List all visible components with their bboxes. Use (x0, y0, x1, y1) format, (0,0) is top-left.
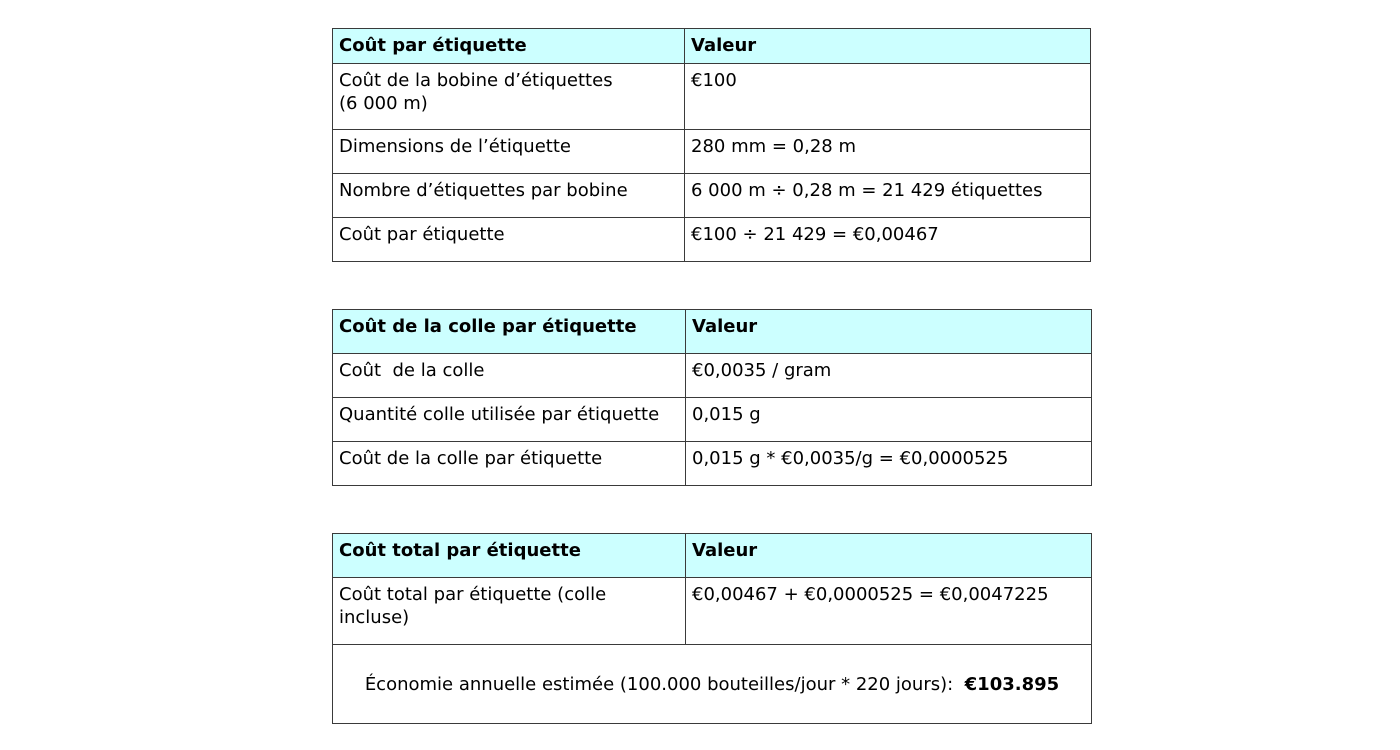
table-row (333, 174, 1091, 218)
row-value: €100 (685, 64, 1091, 130)
row-label-line: incluse) (339, 607, 410, 628)
header-cell: Valeur (686, 310, 1092, 354)
header-cell: Coût de la colle par étiquette (333, 310, 686, 354)
row-label (333, 64, 685, 130)
table-row (333, 64, 1091, 130)
savings-cell (333, 645, 1092, 724)
table-row (333, 354, 1092, 398)
row-value: €0,0035 / gram (686, 354, 1092, 398)
table-row (333, 218, 1091, 262)
savings-row (333, 645, 1092, 724)
table-header-row (333, 29, 1091, 64)
table-row (333, 578, 1092, 645)
savings-value: €103.895 (964, 673, 1060, 695)
row-value: 6 000 m ÷ 0,28 m = 21 429 étiquettes (685, 174, 1091, 218)
row-label: Dimensions de l’étiquette (333, 130, 685, 174)
table-header-row (333, 534, 1092, 578)
row-value: 280 mm = 0,28 m (685, 130, 1091, 174)
label-cost-table (332, 28, 1091, 262)
row-label: Quantité colle utilisée par étiquette (333, 398, 686, 442)
table-row (333, 398, 1092, 442)
row-label-line: Coût total par étiquette (colle (339, 584, 607, 605)
row-value: 0,015 g (686, 398, 1092, 442)
header-cell: Valeur (685, 29, 1091, 64)
row-label: Coût par étiquette (333, 218, 685, 262)
table-row (333, 442, 1092, 486)
header-cell: Coût total par étiquette (333, 534, 686, 578)
row-label: Nombre d’étiquettes par bobine (333, 174, 685, 218)
table-header-row (333, 310, 1092, 354)
savings-label: Économie annuelle estimée (100.000 bouteilles/jour * 220 jours): (364, 673, 954, 695)
row-value: €0,00467 + €0,0000525 = €0,0047225 (686, 578, 1092, 645)
row-label: Coût de la colle par étiquette (333, 442, 686, 486)
table-row (333, 130, 1091, 174)
total-cost-table (332, 533, 1092, 724)
row-label-line: Coût de la bobine d’étiquettes (339, 70, 613, 91)
row-value: €100 ÷ 21 429 = €0,00467 (685, 218, 1091, 262)
row-label: Coût de la colle (333, 354, 686, 398)
header-cell: Valeur (686, 534, 1092, 578)
row-label (333, 578, 686, 645)
row-value: 0,015 g * €0,0035/g = €0,0000525 (686, 442, 1092, 486)
header-cell: Coût par étiquette (333, 29, 685, 64)
glue-cost-table (332, 309, 1092, 486)
row-label-line: (6 000 m) (339, 93, 428, 114)
